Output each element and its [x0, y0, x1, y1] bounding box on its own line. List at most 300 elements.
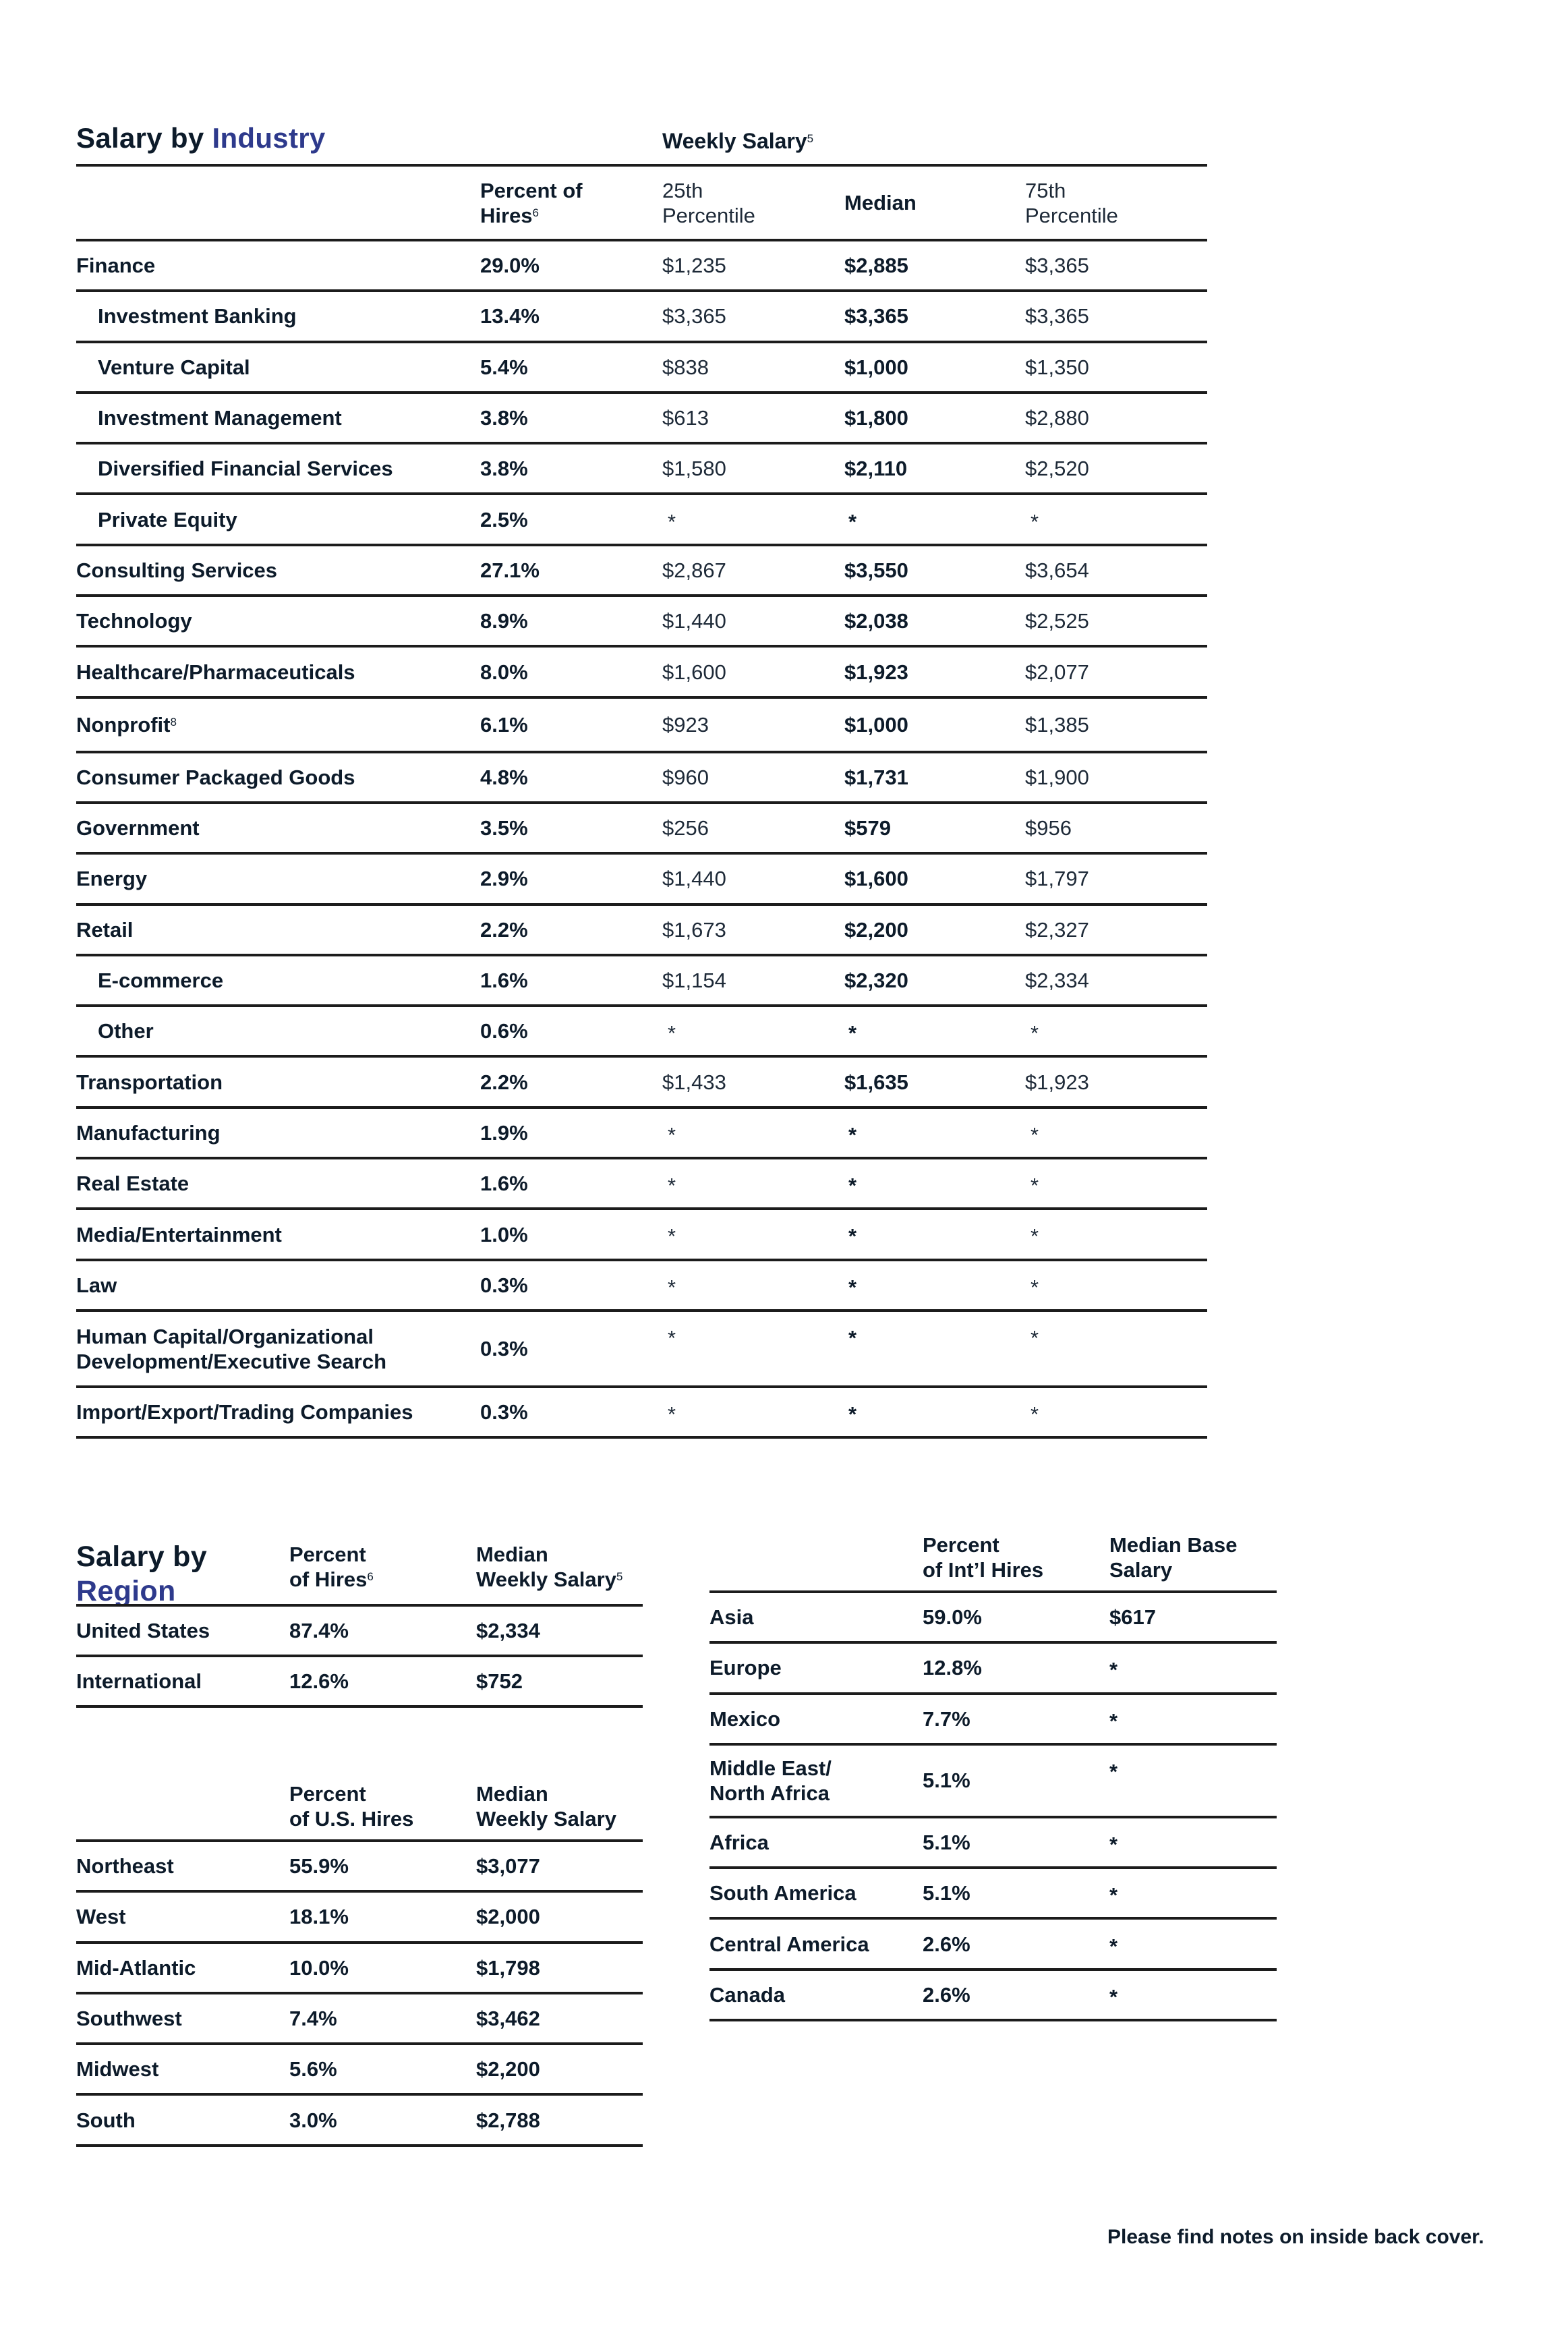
industry-p75: $1,923 — [1025, 1070, 1089, 1094]
industry-name — [76, 648, 355, 695]
col-header-percent — [480, 167, 583, 239]
industry-median: $579 — [844, 816, 891, 840]
industry-name-wrap — [76, 1171, 189, 1196]
us-region-name: Southwest — [76, 2007, 182, 2031]
us-region-median: $3,462 — [476, 2007, 540, 2031]
intl-col-header-percent — [923, 1528, 1043, 1590]
us-region-percent: 10.0% — [289, 1955, 349, 1980]
industry-name — [76, 1210, 282, 1258]
intl-region-median: * — [1109, 1934, 1118, 1958]
industry-percent: 0.6% — [480, 1019, 528, 1043]
industry-p75: $2,077 — [1025, 660, 1089, 684]
industry-median: $1,800 — [844, 406, 908, 430]
industry-p25: $1,235 — [662, 254, 726, 278]
region-col-header-percent — [289, 1538, 374, 1604]
industry-row — [76, 1058, 1207, 1109]
industry-name — [76, 1261, 117, 1309]
industry-percent: 8.9% — [480, 609, 528, 633]
industry-row — [76, 956, 1207, 1007]
industry-p25: $960 — [662, 765, 709, 789]
industry-row — [76, 597, 1207, 648]
intl-region-row — [709, 1971, 1277, 2021]
region-row — [76, 1607, 643, 1657]
us-region-row — [76, 2096, 643, 2147]
industry-p25: * — [668, 1122, 676, 1147]
col-header-percent-line1: Percent of — [480, 178, 583, 202]
industry-name — [98, 343, 250, 391]
industry-p75: $2,525 — [1025, 609, 1089, 633]
industry-name-label: Healthcare/Pharmaceuticals — [76, 660, 355, 684]
industry-name — [76, 906, 133, 954]
industry-median: * — [848, 1122, 857, 1147]
industry-row — [76, 343, 1207, 394]
industry-name — [76, 1159, 189, 1207]
industry-percent: 0.3% — [480, 1400, 528, 1425]
us-region-percent: 3.0% — [289, 2108, 337, 2132]
industry-median: * — [848, 509, 857, 534]
industry-row — [76, 1109, 1207, 1159]
industry-p25: * — [668, 1224, 676, 1248]
industry-median: $1,000 — [844, 355, 908, 379]
industry-name-label: Real Estate — [76, 1172, 190, 1196]
industry-row — [76, 906, 1207, 956]
us-region-row — [76, 1842, 643, 1893]
us-region-percent: 7.4% — [289, 2007, 337, 2031]
industry-name-wrap — [76, 917, 133, 942]
us-region-median: $3,077 — [476, 1854, 540, 1878]
intl-region-median: * — [1109, 1658, 1118, 1682]
industry-p75: * — [1030, 1122, 1039, 1147]
industry-name-wrap — [98, 355, 250, 380]
industry-row — [76, 648, 1207, 698]
industry-median: $2,110 — [844, 457, 908, 481]
industry-name-label: Technology — [76, 609, 192, 633]
col-header-median-label: Median — [844, 191, 917, 214]
industry-name-label: Diversified Financial Services — [98, 457, 393, 481]
us-region-name: Midwest — [76, 2057, 159, 2081]
footnote-ref: 6 — [367, 1570, 374, 1583]
industry-row — [76, 804, 1207, 855]
industry-percent: 3.5% — [480, 816, 528, 840]
us-region-row — [76, 1994, 643, 2045]
region-percent: 87.4% — [289, 1619, 349, 1642]
industry-percent: 1.0% — [480, 1222, 528, 1246]
region-median: $2,334 — [476, 1619, 540, 1642]
industry-title-prefix: Salary by — [76, 122, 212, 154]
industry-name-wrap — [76, 1400, 413, 1425]
intl-region-median: * — [1109, 1759, 1118, 1783]
col-header-75th-line2: Percentile — [1025, 203, 1118, 227]
footnote-ref: 8 — [170, 715, 177, 728]
region-row — [76, 1657, 643, 1708]
industry-name-wrap — [76, 712, 177, 737]
region-name: United States — [76, 1619, 210, 1642]
industry-percent: 13.4% — [480, 304, 540, 328]
col-header-75th — [1025, 167, 1118, 239]
industry-name-line2: Development/Executive Search — [76, 1349, 387, 1373]
weekly-salary-group-header — [662, 129, 813, 154]
intl-region-row — [709, 1593, 1277, 1644]
industry-p25: * — [668, 1326, 676, 1350]
region-col-percent-line2: of Hires — [289, 1568, 368, 1591]
intl-region-percent: 7.7% — [923, 1706, 970, 1731]
industry-name-wrap — [76, 253, 155, 278]
us-col-percent-line2: of U.S. Hires — [289, 1807, 414, 1831]
industry-row — [76, 1159, 1207, 1210]
industry-name-wrap — [76, 608, 192, 633]
intl-col-percent-line1: Percent — [923, 1533, 999, 1557]
us-region-percent: 18.1% — [289, 1905, 349, 1929]
industry-percent: 1.6% — [480, 969, 528, 993]
industry-name — [98, 292, 297, 340]
industry-row — [76, 1388, 1207, 1439]
industry-percent: 2.2% — [480, 1070, 528, 1094]
industry-p75: $3,365 — [1025, 254, 1089, 278]
intl-region-median: $617 — [1109, 1605, 1156, 1630]
industry-p25: $256 — [662, 816, 709, 840]
industry-row — [76, 292, 1207, 343]
industry-name — [76, 804, 200, 852]
industry-title — [76, 121, 326, 155]
industry-median: * — [848, 1224, 857, 1248]
industry-percent: 29.0% — [480, 254, 540, 278]
industry-name — [76, 1388, 413, 1436]
industry-median: * — [848, 1326, 857, 1350]
industry-percent: 8.0% — [480, 660, 528, 684]
industry-percent: 5.4% — [480, 355, 528, 379]
industry-median: $3,550 — [844, 558, 908, 582]
industry-median: $2,038 — [844, 609, 908, 633]
intl-region-median: * — [1109, 1708, 1118, 1733]
intl-col-median-line1: Median Base — [1109, 1533, 1238, 1557]
industry-p25: * — [668, 1275, 676, 1299]
industry-p25: * — [668, 509, 676, 534]
industry-percent: 1.9% — [480, 1120, 528, 1145]
industry-median: $1,923 — [844, 660, 908, 684]
industry-row — [76, 1210, 1207, 1261]
industry-p25: * — [668, 1021, 676, 1045]
footnote-ref: 5 — [807, 132, 814, 145]
intl-region-percent: 5.1% — [923, 1831, 970, 1855]
industry-name-wrap — [76, 1120, 221, 1145]
industry-median: * — [848, 1021, 857, 1045]
industry-median: * — [848, 1402, 857, 1426]
us-regions-header-row — [76, 1764, 643, 1842]
region-col-median-line2: Weekly Salary — [476, 1568, 616, 1591]
industry-p25: $1,433 — [662, 1070, 726, 1094]
industry-row — [76, 1312, 1207, 1388]
industry-p25: * — [668, 1174, 676, 1198]
industry-name-wrap — [76, 1273, 117, 1298]
us-region-row — [76, 1944, 643, 1994]
industry-name-label: Other — [98, 1019, 154, 1043]
region-title-line1: Salary by — [76, 1541, 207, 1573]
region-table — [76, 1538, 643, 1713]
industry-name — [76, 546, 277, 594]
industry-name-wrap — [76, 1222, 282, 1247]
industry-row — [76, 855, 1207, 905]
industry-name — [76, 753, 355, 801]
intl-region-row — [709, 1869, 1277, 1920]
intl-region-median: * — [1109, 1883, 1118, 1907]
industry-median: $2,200 — [844, 917, 908, 942]
industry-row — [76, 496, 1207, 546]
col-header-25th-line2: Percentile — [662, 203, 755, 227]
region-col-median-line1: Median — [476, 1543, 548, 1566]
industry-name — [98, 956, 223, 1004]
intl-region-percent: 2.6% — [923, 1982, 970, 2007]
industry-name-label: Government — [76, 816, 200, 840]
industry-name-wrap — [76, 660, 355, 685]
industry-median: $1,000 — [844, 712, 908, 737]
industry-p25: $613 — [662, 406, 709, 430]
industry-row — [76, 444, 1207, 495]
industry-p75: $3,654 — [1025, 558, 1089, 582]
industry-p25: $1,600 — [662, 660, 726, 684]
industry-name-label: Investment Management — [98, 406, 342, 430]
industry-p75: * — [1030, 1021, 1039, 1045]
intl-region-name-line2: North Africa — [709, 1781, 830, 1805]
industry-name — [98, 496, 237, 544]
intl-region-name-line1: Middle East/ — [709, 1756, 832, 1780]
industry-name-wrap — [76, 1070, 223, 1095]
industry-name-label: Manufacturing — [76, 1120, 221, 1145]
industry-p25: $1,580 — [662, 457, 726, 481]
industry-name-wrap — [76, 866, 147, 891]
industry-median: $1,635 — [844, 1070, 908, 1094]
us-region-name: South — [76, 2108, 136, 2132]
industry-p75: * — [1030, 1275, 1039, 1299]
us-region-row — [76, 1893, 643, 1943]
us-region-median: $2,000 — [476, 1905, 540, 1929]
industry-table — [76, 167, 1207, 1443]
industry-p75: $1,797 — [1025, 867, 1089, 891]
intl-region-row — [709, 1920, 1277, 1971]
intl-region-name: Asia — [709, 1605, 754, 1630]
industry-name-label: Media/Entertainment — [76, 1222, 282, 1246]
industry-p75: $1,385 — [1025, 712, 1089, 737]
us-col-header-percent — [289, 1764, 413, 1839]
intl-region-name: Europe — [709, 1656, 782, 1680]
intl-region-name: South America — [709, 1881, 856, 1905]
industry-percent: 6.1% — [480, 712, 528, 737]
industry-p25: $838 — [662, 355, 709, 379]
weekly-salary-label: Weekly Salary — [662, 129, 807, 153]
col-header-75th-line1: 75th — [1025, 178, 1066, 202]
industry-header-row — [76, 167, 1207, 241]
intl-region-row — [709, 1746, 1277, 1818]
us-region-median: $2,200 — [476, 2057, 540, 2081]
industry-name — [76, 1109, 221, 1157]
industry-percent: 3.8% — [480, 406, 528, 430]
intl-region-name: Mexico — [709, 1706, 781, 1731]
us-region-median: $1,798 — [476, 1955, 540, 1980]
industry-row — [76, 1007, 1207, 1058]
industry-name — [76, 241, 155, 289]
intl-col-header-median — [1109, 1528, 1238, 1590]
intl-region-name: Central America — [709, 1932, 869, 1956]
industry-p75: $1,350 — [1025, 355, 1089, 379]
region-median: $752 — [476, 1669, 523, 1693]
region-col-header-median — [476, 1538, 622, 1604]
industry-row — [76, 699, 1207, 753]
industry-name-label: Transportation — [76, 1070, 223, 1094]
industry-row — [76, 394, 1207, 444]
col-header-median — [844, 167, 917, 239]
industry-name — [76, 1058, 223, 1106]
industry-p75: * — [1030, 1402, 1039, 1426]
footer-note: Please find notes on inside back cover. — [1107, 2226, 1484, 2248]
intl-regions-table — [709, 1528, 1277, 2040]
us-region-name: Northeast — [76, 1854, 174, 1878]
industry-name-wrap — [76, 558, 277, 583]
industry-row — [76, 546, 1207, 597]
footnote-ref: 5 — [616, 1570, 623, 1583]
us-col-header-median — [476, 1764, 616, 1839]
intl-region-name: Africa — [709, 1831, 769, 1855]
region-header-row — [76, 1538, 643, 1607]
industry-name-label: Energy — [76, 867, 148, 891]
industry-row — [76, 1261, 1207, 1312]
us-col-median-line1: Median — [476, 1782, 548, 1806]
region-title-accent: Region — [76, 1575, 176, 1607]
industry-title-accent: Industry — [212, 122, 326, 154]
industry-row — [76, 241, 1207, 292]
industry-percent: 4.8% — [480, 765, 528, 789]
us-region-percent: 55.9% — [289, 1854, 349, 1878]
industry-p75: $2,520 — [1025, 457, 1089, 481]
industry-p25: $2,867 — [662, 558, 726, 582]
industry-row — [76, 753, 1207, 804]
us-col-median-line2: Weekly Salary — [476, 1807, 616, 1831]
us-region-name: Mid-Atlantic — [76, 1955, 196, 1980]
industry-p25: $1,440 — [662, 609, 726, 633]
industry-percent: 0.3% — [480, 1337, 528, 1360]
industry-percent: 2.2% — [480, 917, 528, 942]
industry-median: $2,320 — [844, 969, 908, 993]
industry-name-label: Finance — [76, 254, 156, 278]
industry-name-label: Import/Export/Trading Companies — [76, 1400, 413, 1425]
intl-region-percent: 12.8% — [923, 1656, 982, 1680]
industry-p75: $956 — [1025, 816, 1072, 840]
industry-p75: * — [1030, 509, 1039, 534]
col-header-25th-line1: 25th — [662, 178, 703, 202]
intl-col-median-line2: Salary — [1109, 1558, 1173, 1582]
industry-p75: $1,900 — [1025, 765, 1089, 789]
us-col-percent-line1: Percent — [289, 1782, 366, 1806]
industry-name — [98, 394, 342, 442]
industry-percent: 2.5% — [480, 507, 528, 532]
industry-p25: $1,440 — [662, 867, 726, 891]
industry-name-label: E-commerce — [98, 969, 224, 993]
industry-name-label: Consumer Packaged Goods — [76, 765, 355, 789]
industry-name — [76, 597, 192, 645]
intl-region-row — [709, 1818, 1277, 1869]
industry-name-wrap — [76, 815, 200, 840]
industry-percent: 3.8% — [480, 457, 528, 481]
us-regions-table — [76, 1764, 643, 2148]
industry-p75: $2,880 — [1025, 406, 1089, 430]
intl-region-name — [709, 1746, 832, 1816]
region-name: International — [76, 1669, 202, 1693]
industry-p75: * — [1030, 1174, 1039, 1198]
industry-name — [76, 699, 177, 751]
col-header-25th — [662, 167, 755, 239]
region-col-percent-line1: Percent — [289, 1543, 366, 1566]
intl-region-percent: 2.6% — [923, 1932, 970, 1956]
industry-name-wrap — [98, 968, 223, 993]
industry-name-wrap — [76, 765, 355, 790]
industry-median: * — [848, 1174, 857, 1198]
industry-name-line1: Human Capital/Organizational — [76, 1324, 374, 1348]
industry-p75: * — [1030, 1326, 1039, 1350]
industry-name-label: Nonprofit — [76, 712, 171, 737]
industry-name — [76, 1312, 386, 1385]
industry-name-label: Law — [76, 1273, 117, 1297]
industry-p25: * — [668, 1402, 676, 1426]
us-region-percent: 5.6% — [289, 2057, 337, 2081]
industry-name — [98, 1007, 154, 1055]
intl-region-percent: 59.0% — [923, 1605, 982, 1630]
industry-median: $1,600 — [844, 867, 908, 891]
industry-name-wrap — [98, 304, 297, 328]
intl-region-percent: 5.1% — [923, 1769, 970, 1793]
industry-percent: 2.9% — [480, 867, 528, 891]
industry-name-wrap — [98, 1018, 154, 1043]
industry-percent: 0.3% — [480, 1273, 528, 1297]
us-region-median: $2,788 — [476, 2108, 540, 2132]
industry-name — [98, 444, 393, 492]
industry-name-label: Venture Capital — [98, 355, 250, 379]
industry-name-label: Retail — [76, 917, 134, 942]
industry-percent: 27.1% — [480, 558, 540, 582]
intl-region-row — [709, 1644, 1277, 1694]
intl-region-percent: 5.1% — [923, 1881, 970, 1905]
us-region-row — [76, 2045, 643, 2096]
intl-col-percent-line2: of Int’l Hires — [923, 1558, 1044, 1582]
region-percent: 12.6% — [289, 1669, 349, 1693]
industry-p25: $1,154 — [662, 969, 726, 993]
intl-region-median: * — [1109, 1832, 1118, 1856]
us-region-name: West — [76, 1905, 126, 1929]
col-header-percent-line2: Hires — [480, 203, 533, 227]
industry-median: $2,885 — [844, 254, 908, 278]
industry-p75: $2,334 — [1025, 969, 1089, 993]
industry-median: $1,731 — [844, 765, 908, 789]
industry-name-wrap — [98, 456, 393, 481]
industry-p75: * — [1030, 1224, 1039, 1248]
intl-region-median: * — [1109, 1984, 1118, 2009]
industry-p25: $3,365 — [662, 304, 726, 328]
industry-p25: $1,673 — [662, 917, 726, 942]
industry-name-label: Investment Banking — [98, 304, 297, 328]
intl-region-row — [709, 1695, 1277, 1746]
footnote-ref: 6 — [532, 206, 540, 219]
industry-name-wrap — [98, 507, 237, 532]
industry-name-label: Consulting Services — [76, 558, 278, 582]
intl-region-name: Canada — [709, 1982, 785, 2007]
industry-p75: $2,327 — [1025, 917, 1089, 942]
industry-name-label: Private Equity — [98, 507, 237, 532]
industry-median: * — [848, 1275, 857, 1299]
industry-percent: 1.6% — [480, 1172, 528, 1196]
industry-p75: $3,365 — [1025, 304, 1089, 328]
industry-p25: $923 — [662, 712, 709, 737]
intl-regions-header-row — [709, 1528, 1277, 1593]
industry-name — [76, 855, 147, 902]
industry-median: $3,365 — [844, 304, 908, 328]
industry-name-wrap — [98, 405, 342, 430]
